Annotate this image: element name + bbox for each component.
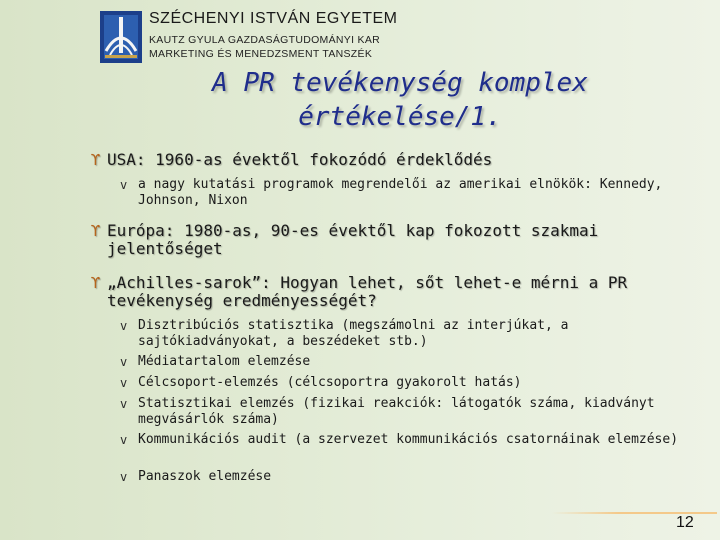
- sub-bullet-text: Statisztikai elemzés (fizikai reakciók: látogatók száma, kiadványt megvásárlók száma): [138, 396, 655, 427]
- sub-bullet-text: Célcsoport-elemzés (célcsoportra gyakorolt hatás): [138, 375, 522, 390]
- sub-bullet-mark-icon: v: [120, 178, 128, 192]
- sub-bullet-audit: [120, 432, 683, 448]
- sub-bullet-mark-icon: v: [120, 397, 128, 411]
- sub-bullet-presidents: [120, 177, 678, 209]
- sub-bullet-text: a nagy kutatási programok megrendelői az amerikai elnökök: Kennedy, Johnson, Nixon: [138, 177, 663, 208]
- sub-bullet-text: Disztribúciós statisztika (megszámolni az interjúkat, a sajtókiadványokat, a beszédeket stb.): [138, 318, 569, 349]
- bullet-mark-icon: ϒ: [91, 222, 101, 240]
- sub-bullet-text: Panaszok elemzése: [138, 469, 272, 484]
- institution-name: SZÉCHENYI ISTVÁN EGYETEM: [149, 10, 398, 27]
- bullet-achilles: [91, 273, 695, 310]
- faculty-name: KAUTZ GYULA GAZDASÁGTUDOMÁNYI KAR: [149, 34, 381, 46]
- bullet-text: „Achilles-sarok”: Hogyan lehet, sőt lehet-e mérni a PR tevékenység eredményességét?: [107, 273, 628, 310]
- bullet-europe: [91, 221, 687, 258]
- sub-bullet-target-group: [120, 375, 698, 391]
- bullet-mark-icon: ϒ: [91, 151, 101, 169]
- bullet-usa: [91, 150, 697, 169]
- sub-bullet-complaints: [120, 469, 698, 485]
- sub-bullet-mark-icon: v: [120, 470, 128, 484]
- bullet-text: USA: 1960-as évektől fokozódó érdeklődés: [107, 150, 493, 169]
- sub-bullet-text: Médiatartalom elemzése: [138, 354, 311, 369]
- slide-title: [180, 66, 620, 134]
- sub-bullet-mark-icon: v: [120, 355, 128, 369]
- department-name: MARKETING ÉS MENEDZSMENT TANSZÉK: [149, 48, 373, 60]
- sub-bullet-distribution: [120, 318, 608, 350]
- page-number: 12: [676, 514, 694, 531]
- bullet-text: Európa: 1980-as, 90-es évektől kap fokozott szakmai jelentőséget: [107, 221, 599, 258]
- sub-bullet-mark-icon: v: [120, 433, 128, 447]
- slide-title-line1: A PR tevékenység komplex: [212, 68, 588, 98]
- sub-bullet-mark-icon: v: [120, 319, 128, 333]
- bullet-mark-icon: ϒ: [91, 274, 101, 292]
- sub-bullet-mark-icon: v: [120, 376, 128, 390]
- sub-bullet-media: [120, 354, 698, 370]
- sub-bullet-statistics: [120, 396, 698, 428]
- university-logo-icon: [100, 11, 142, 63]
- sub-bullet-text: Kommunikációs audit (a szervezet kommunikációs csatornáinak elemzése): [138, 432, 679, 447]
- slide-title-line2: értékelése/1.: [298, 102, 502, 132]
